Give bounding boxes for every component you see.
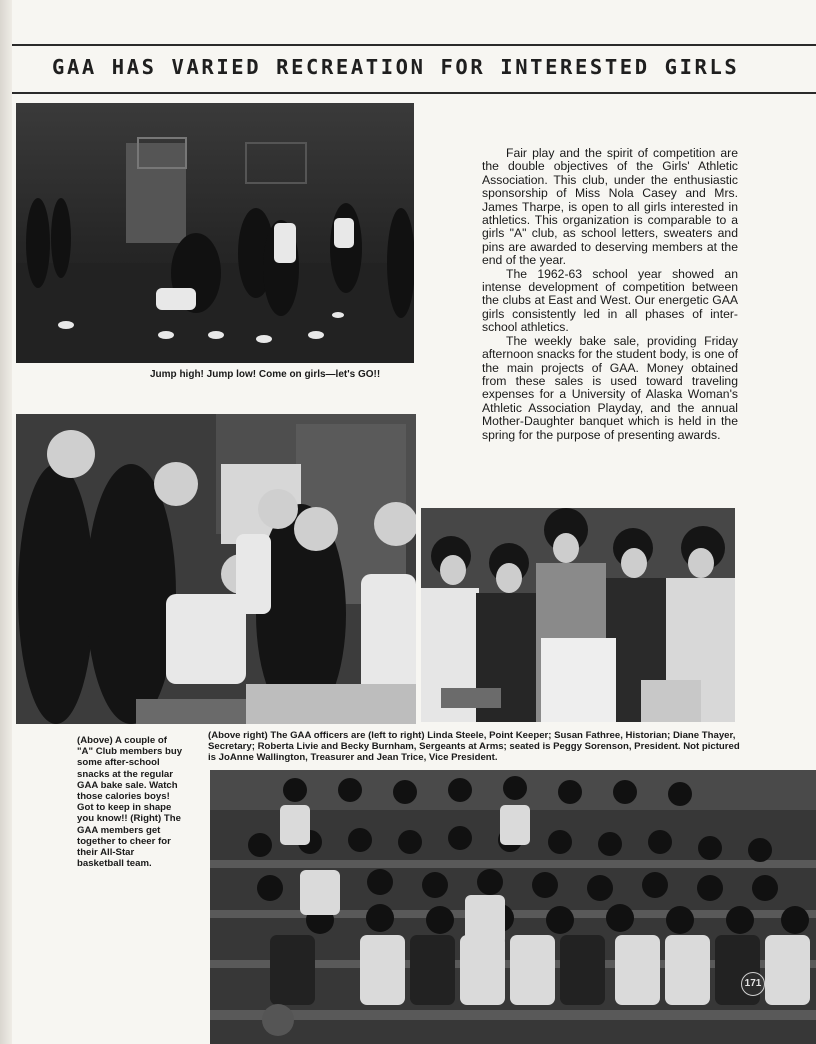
body-paragraph: The 1962-63 school year showed an intense development of competition between the clubs at East and West. Our energetic GAA girls consistently led in all phases of inter-school athletics. (482, 266, 738, 335)
basketball-game-photo (16, 103, 414, 363)
page-headline: GAA HAS VARIED RECREATION FOR INTERESTED GIRLS (52, 55, 740, 79)
header-rule-bottom (12, 92, 816, 94)
body-paragraph: Fair play and the spirit of competition are the double objectives of the Girls' Athletic Association. This club, under the enthusiastic sponsorship of Miss Nola Casey and Mrs. James Tharpe, is open to all girls interested in athletics. This organization is comparable to a girls "A" club, as school letters, sweaters and pins are awarded to deserving members at the end of the year. (482, 146, 738, 268)
article-body (482, 147, 738, 442)
bake-sale-photo (16, 414, 416, 724)
officers-photo (421, 508, 735, 722)
header-rule-top (12, 44, 816, 46)
gaa-members-group-photo (210, 770, 816, 1044)
officers-caption: (Above right) The GAA officers are (left to right) Linda Steele, Point Keeper; Susan Fathree, Historian; Diane Thayer, Secretary; Roberta Livie and Becky Burnham, Sergeants at Arms; seated is Peggy Sorenson, President. Not pictured is JoAnne Wallington, Treasurer and Jean Trice, Vice President. (208, 730, 740, 764)
page-binding-edge (0, 0, 12, 1044)
basketball-caption: Jump high! Jump low! Come on girls—let's GO!! (150, 369, 381, 380)
body-paragraph: The weekly bake sale, providing Friday afternoon snacks for the student body, is one of the main projects of GAA. Money obtained from these sales is used toward traveling expenses for a University of Alaska Woman's Athletic Association Playday, and the annual Mother-Daughter banquet which is held in the spring for the purpose of presenting awards. (482, 333, 738, 442)
bake-sale-caption: (Above) A couple of "A" Club members buy some after-school snacks at the regular GAA bake sale. Watch those calories boys! Got to keep in shape you know!! (Right) The GAA members get together to cheer for their All-Star basketball team. (77, 735, 183, 870)
page-number: 171 (741, 972, 765, 996)
